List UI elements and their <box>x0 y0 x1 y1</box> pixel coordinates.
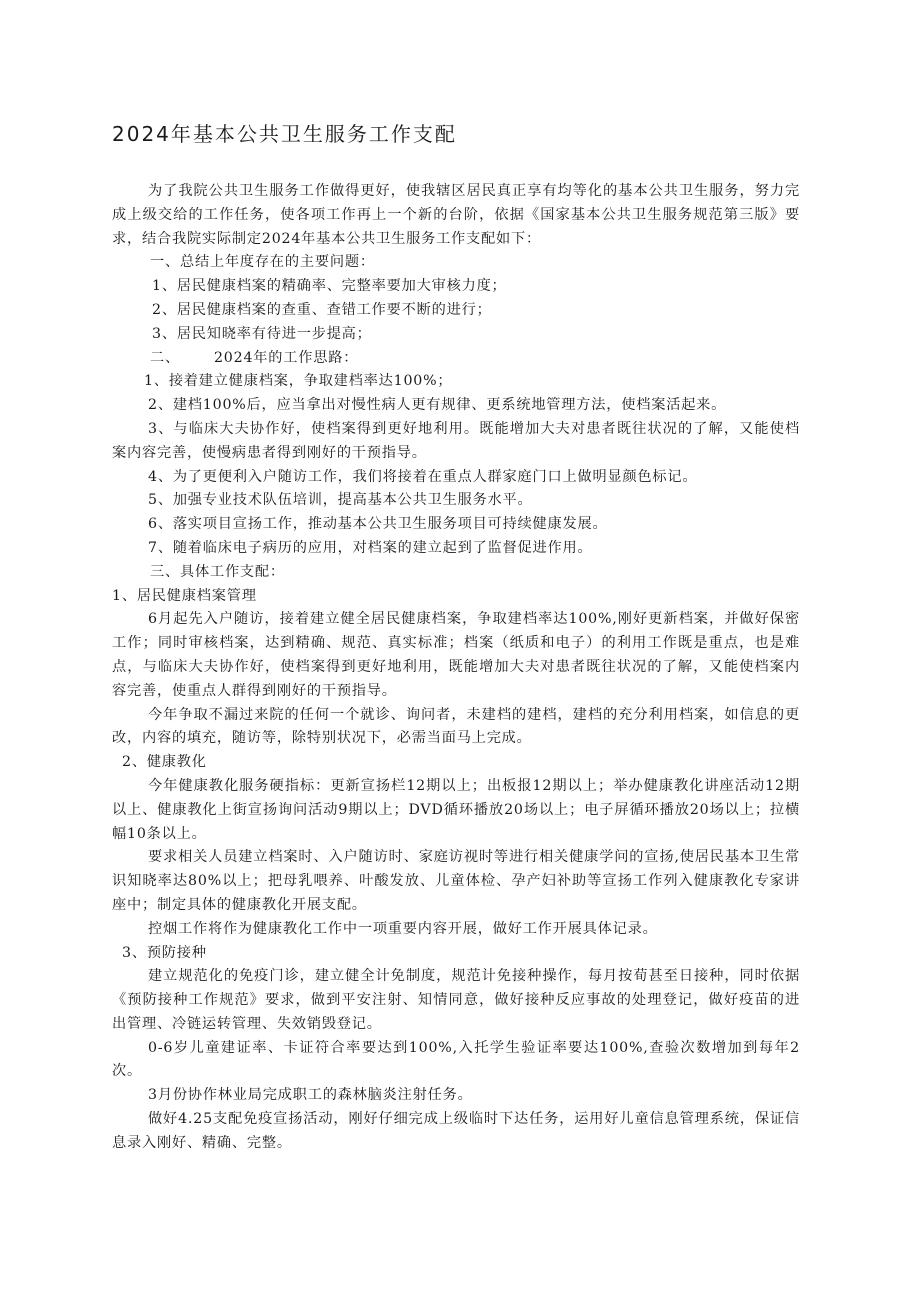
intro-paragraph: 为了我院公共卫生服务工作做得更好，使我辖区居民真正享有均等化的基本公共卫生服务，努力完成上级交给的工作任务，使各项工作再上一个新的台阶，依据《国家基本公共卫生服务规范第三版》要求，结合我院实际制定2024年基本公共卫生服务工作支配如下： <box>112 183 800 247</box>
section2-heading <box>112 347 800 371</box>
section1-heading: 一、总结上年度存在的主要问题： <box>150 254 375 271</box>
document-title: 2024年基本公共卫生服务工作支配 <box>112 122 457 146</box>
paragraph: 今年健康教化服务硬指标：更新宣扬栏12期以上；出板报12期以上；举办健康教化讲座活动12期以上、健康教化上街宣扬询问活动9期以上；DVD循环播放20场以上；电子屏循环播放20场以上；拉横幅10条以上。 <box>112 777 800 842</box>
section2-item: 2、建档100%后，应当拿出对慢性病人更有规律、更系统地管理方法，使档案活起来。 <box>148 397 727 414</box>
paragraph: 今年争取不漏过来院的任何一个就诊、询问者，未建档的建档，建档的充分利用档案，如信息的更改，内容的填充，随访等，除特别状况下，必需当面马上完成。 <box>112 706 800 747</box>
section2-heading-text: 2024年的工作思路： <box>213 349 359 366</box>
section2-item: 6、落实项目宣扬工作，推动基本公共卫生服务项目可持续健康发展。 <box>148 516 608 533</box>
section1-item: 2、居民健康档案的查重、查错工作要不断的进行； <box>152 301 492 318</box>
subsection-heading: 2、健康教化 <box>122 754 207 771</box>
section2-item: 5、加强专业技术队伍培训，提高基本公共卫生服务水平。 <box>148 492 533 509</box>
paragraph: 0-6岁儿童建证率、卡证符合率要达到100%,入托学生验证率要达100%,查验次数增加到每年2次。 <box>112 1039 800 1080</box>
section2-item: 4、为了更便利入户随访工作，我们将接着在重点人群家庭门口上做明显颜色标记。 <box>148 468 698 485</box>
document-body <box>112 180 800 1156</box>
section1-item: 1、居民健康档案的精确率、完整率要加大审核力度； <box>152 278 507 295</box>
section2-item: 3、与临床大夫协作好，使档案得到更好地利用。既能增加大夫对患者既往状况的了解，又能使档案内容完善，使慢病患者得到刚好的干预指导。 <box>112 420 800 461</box>
section2-item: 1、接着建立健康档案，争取建档率达100%； <box>144 373 453 390</box>
subsection-heading: 3、预防接种 <box>122 944 207 961</box>
section2-item: 7、随着临床电子病历的应用，对档案的建立起到了监督促进作用。 <box>148 539 593 556</box>
section2-heading-number: 二、 <box>150 349 180 366</box>
section3-heading: 三、具体工作支配： <box>150 563 285 580</box>
subsection-heading: 1、居民健康档案管理 <box>112 587 257 604</box>
paragraph: 建立规范化的免疫门诊，建立健全计免制度，规范计免接种操作，每月按荀甚至日接种，同时依据《预防接种工作规范》要求，做到平安注射、知情同意，做好接种反应事故的处理登记，做好疫苗的进出管理、冷链运转管理、失效销毁登记。 <box>112 968 800 1032</box>
paragraph: 3月份协作林业局完成职工的森林脑炎注射任务。 <box>148 1087 473 1104</box>
paragraph: 做好4.25支配免疫宣扬活动，刚好仔细完成上级临时下达任务，运用好儿童信息管理系统，保证信息录入刚好、精确、完整。 <box>112 1111 800 1151</box>
paragraph: 控烟工作将作为健康教化工作中一项重要内容开展，做好工作开展具体记录。 <box>148 920 658 937</box>
paragraph: 要求相关人员建立档案时、入户随访时、家庭访视时等进行相关健康学问的宣扬,使居民基本卫生常识知晓率达80%以上；把母乳喂养、叶酸发放、儿童体检、孕产妇补助等宣扬工作列入健康教化专家讲座中；制定具体的健康教化开展支配。 <box>112 849 800 913</box>
paragraph: 6月起先入户随访，接着建立健全居民健康档案，争取建档率达100%,刚好更新档案，并做好保密工作；同时审核档案，达到精确、规范、真实标准；档案（纸质和电子）的利用工作既是重点，也是难点，与临床大夫协作好，使档案得到更好地利用，既能增加大夫对患者既往状况的了解，又能使档案内容完善，使重点人群得到刚好的干预指导。 <box>112 611 800 699</box>
section1-item: 3、居民知晓率有待进一步提高； <box>152 325 372 342</box>
